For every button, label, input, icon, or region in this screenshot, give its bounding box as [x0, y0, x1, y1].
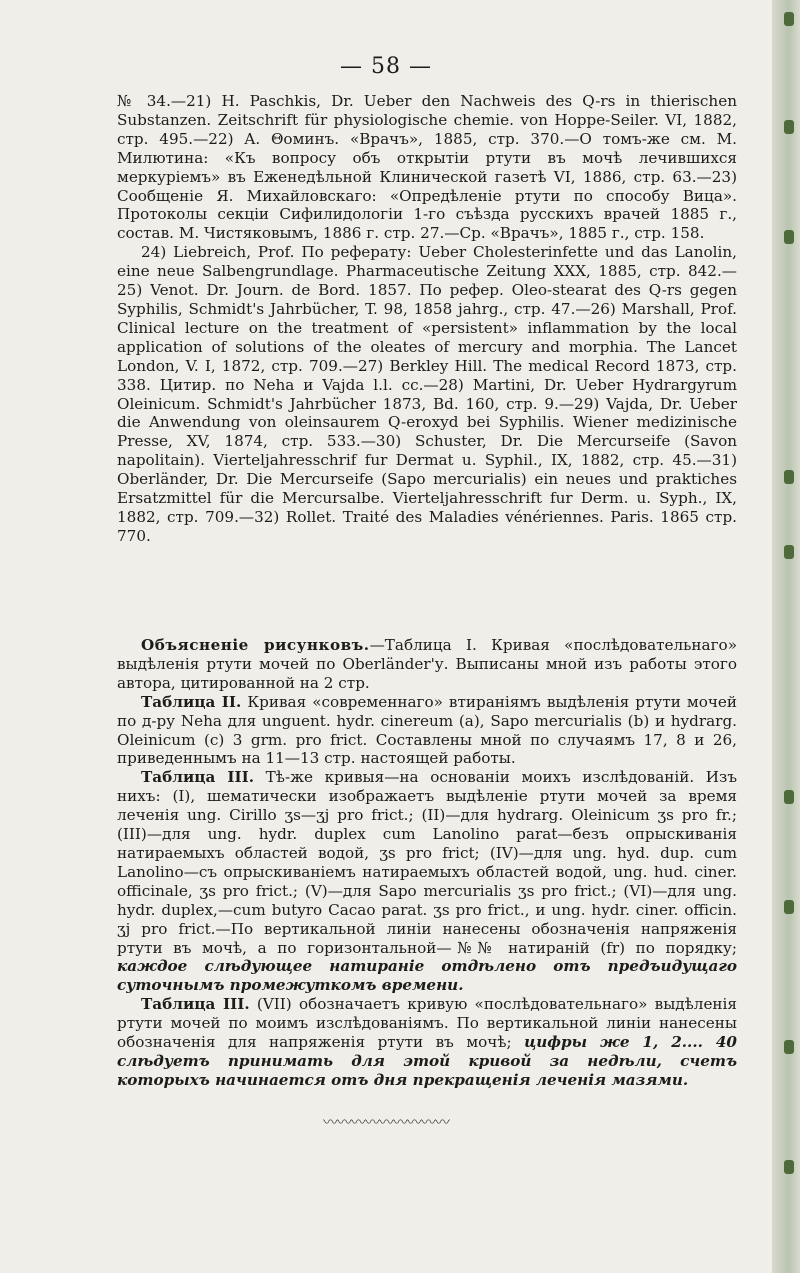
explanation-intro-paragraph — [117, 636, 737, 693]
table-3-italic-note: каждое слѣдующее натираніе отдѣлено отъ предъидущаго суточнымъ промежуткомъ времени. — [117, 957, 737, 995]
page-number: — 58 — — [340, 54, 432, 79]
edge-mark — [784, 230, 794, 244]
figure-explanation-section — [117, 636, 737, 1090]
table-2-text: Кривая «современнаго» втираніямъ выдѣленія ртути мочей по д-ру Neha для unguent. hydr. cinereum (a), Sapo mercurialis (b) и hydrarg. Oleinicum (c) 3 grm. pro frict. Составлены мной по случаямъ 17, 8 и 26, приведеннымъ на 11—13 стр. настоящей работы. — [117, 692, 737, 768]
edge-mark — [784, 790, 794, 804]
edge-mark — [784, 900, 794, 914]
table-3-paragraph — [117, 768, 737, 995]
reference-paragraph: 24) Liebreich, Prof. По реферату: Ueber Cholesterinfette und das Lanolin, eine neue Salbengrundlage. Pharmaceutische Zeitung XXX, 1885, стр. 842.—25) Venot. Dr. Journ. de Bord. 1857. По рефер. Oleo-stearat des Q-rs gegen Syphilis, Schmidt's Jahrbücher, T. 98, 1858 jahrg., стр. 47.—26) Marshall, Prof. Clinical lecture on the treatment of «persistent» inflammation by the local application of solutions of the oleates of mercury and morphia. The Lancet London, V. I, 1872, стр. 709.—27) Berkley Hill. The medical Record 1873, стр. 338. Цитир. по Neha и Vajda l.l. сс.—28) Martini, Dr. Ueber Hydrargyrum Oleinicum. Schmidt's Jahrbücher 1873, Bd. 160, стр. 9.—29) Vajda, Dr. Ueber die Anwendung von oleinsaurem Q-eroxyd bei Syphilis. Wiener medizinische Presse, XV, 1874, стр. 533.—30) Schuster, Dr. Die Mercurseife (Savon napolitain). Vierteljahresschrif fur Dermat u. Syphil., IX, 1882, стр. 45.—31) Oberländer, Dr. Die Mercurseife (Sapo mercurialis) ein neues und praktiches Ersatzmittel für die Mercursalbe. Vierteljahresschrift fur Derm. u. Syph., IX, 1882, стр. 709.—32) Rollet. Traité des Maladies vénériennes. Paris. 1865 стр. 770. — [117, 243, 737, 545]
references-section — [117, 92, 737, 546]
edge-mark — [784, 470, 794, 484]
table-3b-paragraph — [117, 995, 737, 1090]
edge-mark — [784, 12, 794, 26]
ornamental-divider: 〰〰〰〰〰〰〰〰〰 — [322, 1113, 449, 1131]
table-3b-text: (VII) обозначаетъ кривую «послѣдовательнаго» выдѣленія ртути мочей по моимъ изслѣдованіямъ. По вертикальной линіи нанесены обозначенія для напряженія ртути въ мочѣ; — [117, 995, 737, 1052]
reference-paragraph: № 34.—21) H. Paschkis, Dr. Ueber den Nachweis des Q-rs in thierischen Substanzen. Zeitschrift für physiologische chemie. von Hoppe-Seiler. VI, 1882, стр. 495.—22) A. Θоминъ. «Врачъ», 1885, стр. 370.—О томъ-же см. М. Милютина: «Къ вопросу объ открытіи ртути въ мочѣ лечившихся меркуріемъ» въ Еженедѣльной Клинической газетѣ VI, 1886, стр. 63.—23) Сообщеніе Я. Михайловскаго: «Опредѣленіе ртути по способу Вица». Протоколы секціи Сифилидологіи 1-го съѣзда русскихъ врачей 1885 г., состав. М. Чистяковымъ, 1886 г. стр. 27.—Ср. «Врачъ», 1885 г., стр. 158. — [117, 92, 737, 243]
explanation-heading: Объясненіе рисунковъ. — [141, 636, 370, 654]
edge-mark — [784, 120, 794, 134]
table-3b-italic-note: цифры же 1, 2.... 40 слѣдуетъ принимать для этой кривой за недѣли, счетъ которыхъ начинается отъ дня прекращенія леченія мазями. — [117, 1033, 737, 1089]
explanation-intro-text: —Таблица I. Кривая «послѣдовательнаго» выдѣленія ртути мочей по Oberländer'у. Выписаны мной изъ работы этого автора, цитированной на 2 стр. — [117, 636, 737, 692]
edge-mark — [784, 1040, 794, 1054]
table-3b-label: Таблица III. — [141, 995, 250, 1014]
table-2-label: Таблица II. — [141, 692, 242, 711]
table-2-paragraph — [117, 693, 737, 769]
table-3-text: Тѣ-же кривыя—на основаніи моихъ изслѣдованій. Изъ нихъ: (I), шематически изображаетъ выдѣленіе ртути мочей за время леченія ung. Cirillo ʒs—ʒj pro frict.; (II)—для hydrarg. Oleinicum ʒs pro fr.; (III)—для ung. hydr. duplex cum Lanolino parat—безъ опрыскиванія натираемыхъ областей водой, ʒs pro frict; (IV)—для ung. hyd. dup. cum Lanolino—съ опрыскиваніемъ натираемыхъ областей водой, ung. hud. ciner. officinale, ʒs pro frict.; (V)—для Sapo mercurialis ʒs pro frict.; (VI)—для ung. hydr. duplex,—cum butyro Cacao parat. ʒs pro frict., и ung. hydr. ciner. officin. ʒj pro frict.—По вертикальной линіи нанесены обозначенія напряженія ртути въ мочѣ, а по горизонтальной—№№ натираній (fr) по порядку; — [117, 768, 737, 957]
edge-mark — [784, 1160, 794, 1174]
edge-mark — [784, 545, 794, 559]
table-3-label: Таблица III. — [141, 768, 255, 787]
adjacent-page-edge — [772, 0, 800, 1273]
